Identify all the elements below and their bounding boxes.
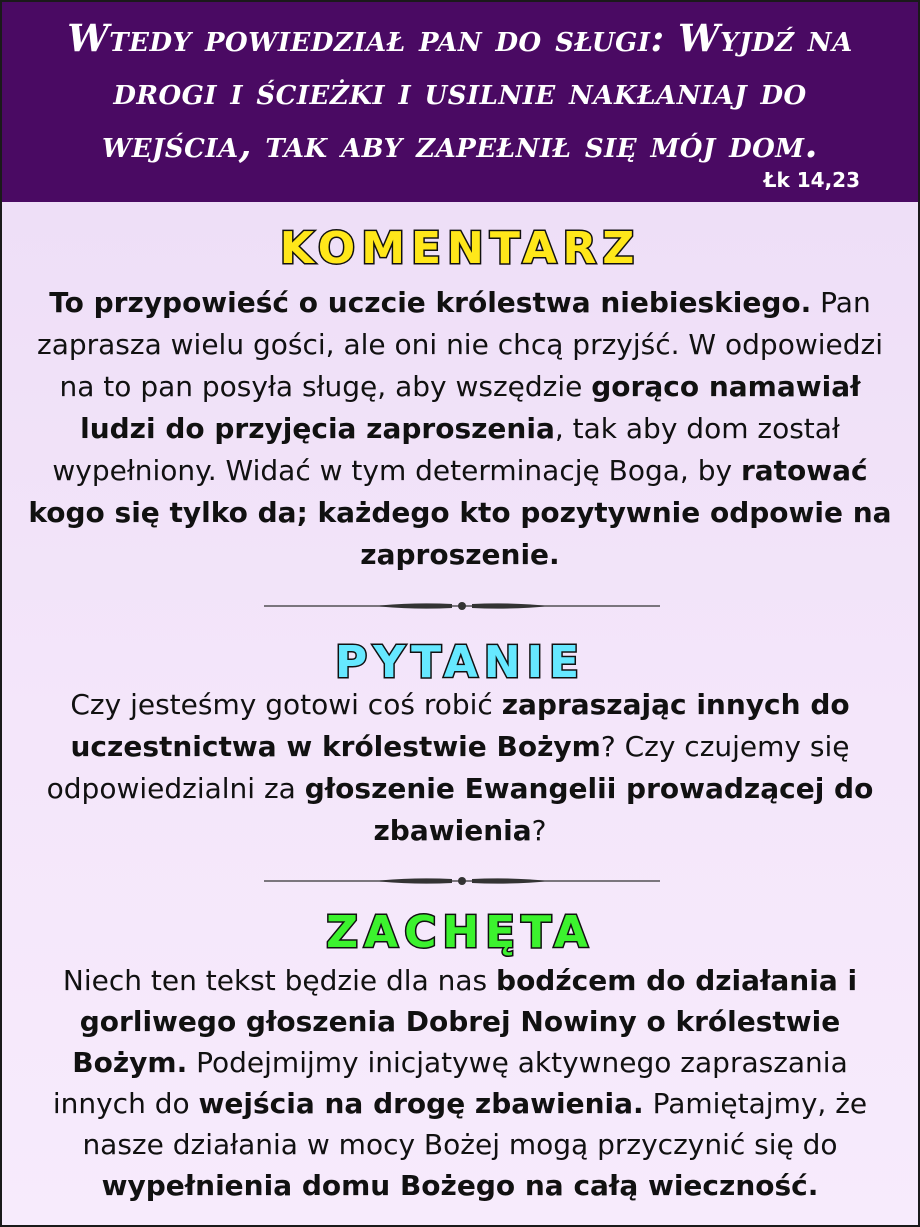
text-run: Czy jesteśmy gotowi coś robić [70, 688, 502, 721]
quote-line: drogi i ścieżki i usilnie nakłaniaj do [113, 69, 807, 113]
bold-phrase: wejścia na drogę zbawienia. [198, 1087, 644, 1120]
komentarz-text [26, 282, 894, 576]
text-run: Niech ten tekst będzie dla nas [62, 964, 497, 997]
bold-phrase: ratować kogo się tylko da; każdego kto pozytywnie odpowie na zaproszenie. [28, 454, 892, 571]
pytanie-text [26, 684, 894, 852]
bold-phrase: zapraszając innych do uczestnictwa w królestwie Bożym [70, 688, 850, 763]
ornamental-divider [264, 599, 660, 613]
ornamental-divider [264, 874, 660, 888]
zacheta-text [26, 960, 894, 1206]
quote-line: Wtedy powiedział pan do sługi: Wyjdź na [67, 16, 853, 60]
text-run: ? [531, 814, 547, 847]
bold-phrase: głoszenie Ewangelii prowadzącej do zbawienia [304, 772, 874, 847]
scripture-quote [22, 12, 898, 171]
scripture-reference: Łk 14,23 [763, 168, 860, 192]
bold-phrase: gorąco namawiał ludzi do przyjęcia zaproszenia [80, 370, 861, 445]
text-run: Pamiętajmy, że nasze działania w mocy Bożej mogą przyczynić się do [82, 1087, 868, 1161]
zacheta-title: ZACHĘTA [326, 907, 594, 958]
text-run: Podejmijmy inicjatywę aktywnego zapraszania innych do [52, 1046, 848, 1120]
komentarz-title: KOMENTARZ [279, 223, 641, 274]
pytanie-title: PYTANIE [334, 637, 585, 688]
bold-phrase: bodźcem do działania i gorliwego głoszenia Dobrej Nowiny o królestwie Bożym. [72, 964, 858, 1079]
bold-phrase: wypełnienia domu Bożego na całą wieczność. [101, 1169, 819, 1202]
text-run: ? Czy czujemy się odpowiedzialni za [46, 730, 850, 805]
text-run: , tak aby dom został wypełniony. Widać w tym determinację Boga, by [52, 412, 840, 487]
quote-header [2, 2, 918, 202]
text-run: Pan zaprasza wielu gości, ale oni nie chcą przyjść. W odpowiedzi na to pan posyła sługę, aby wszędzie [37, 286, 883, 403]
bold-phrase: To przypowieść o uczcie królestwa niebieskiego. [49, 286, 812, 319]
quote-line: wejścia, tak aby zapełnił się mój dom. [102, 122, 818, 166]
